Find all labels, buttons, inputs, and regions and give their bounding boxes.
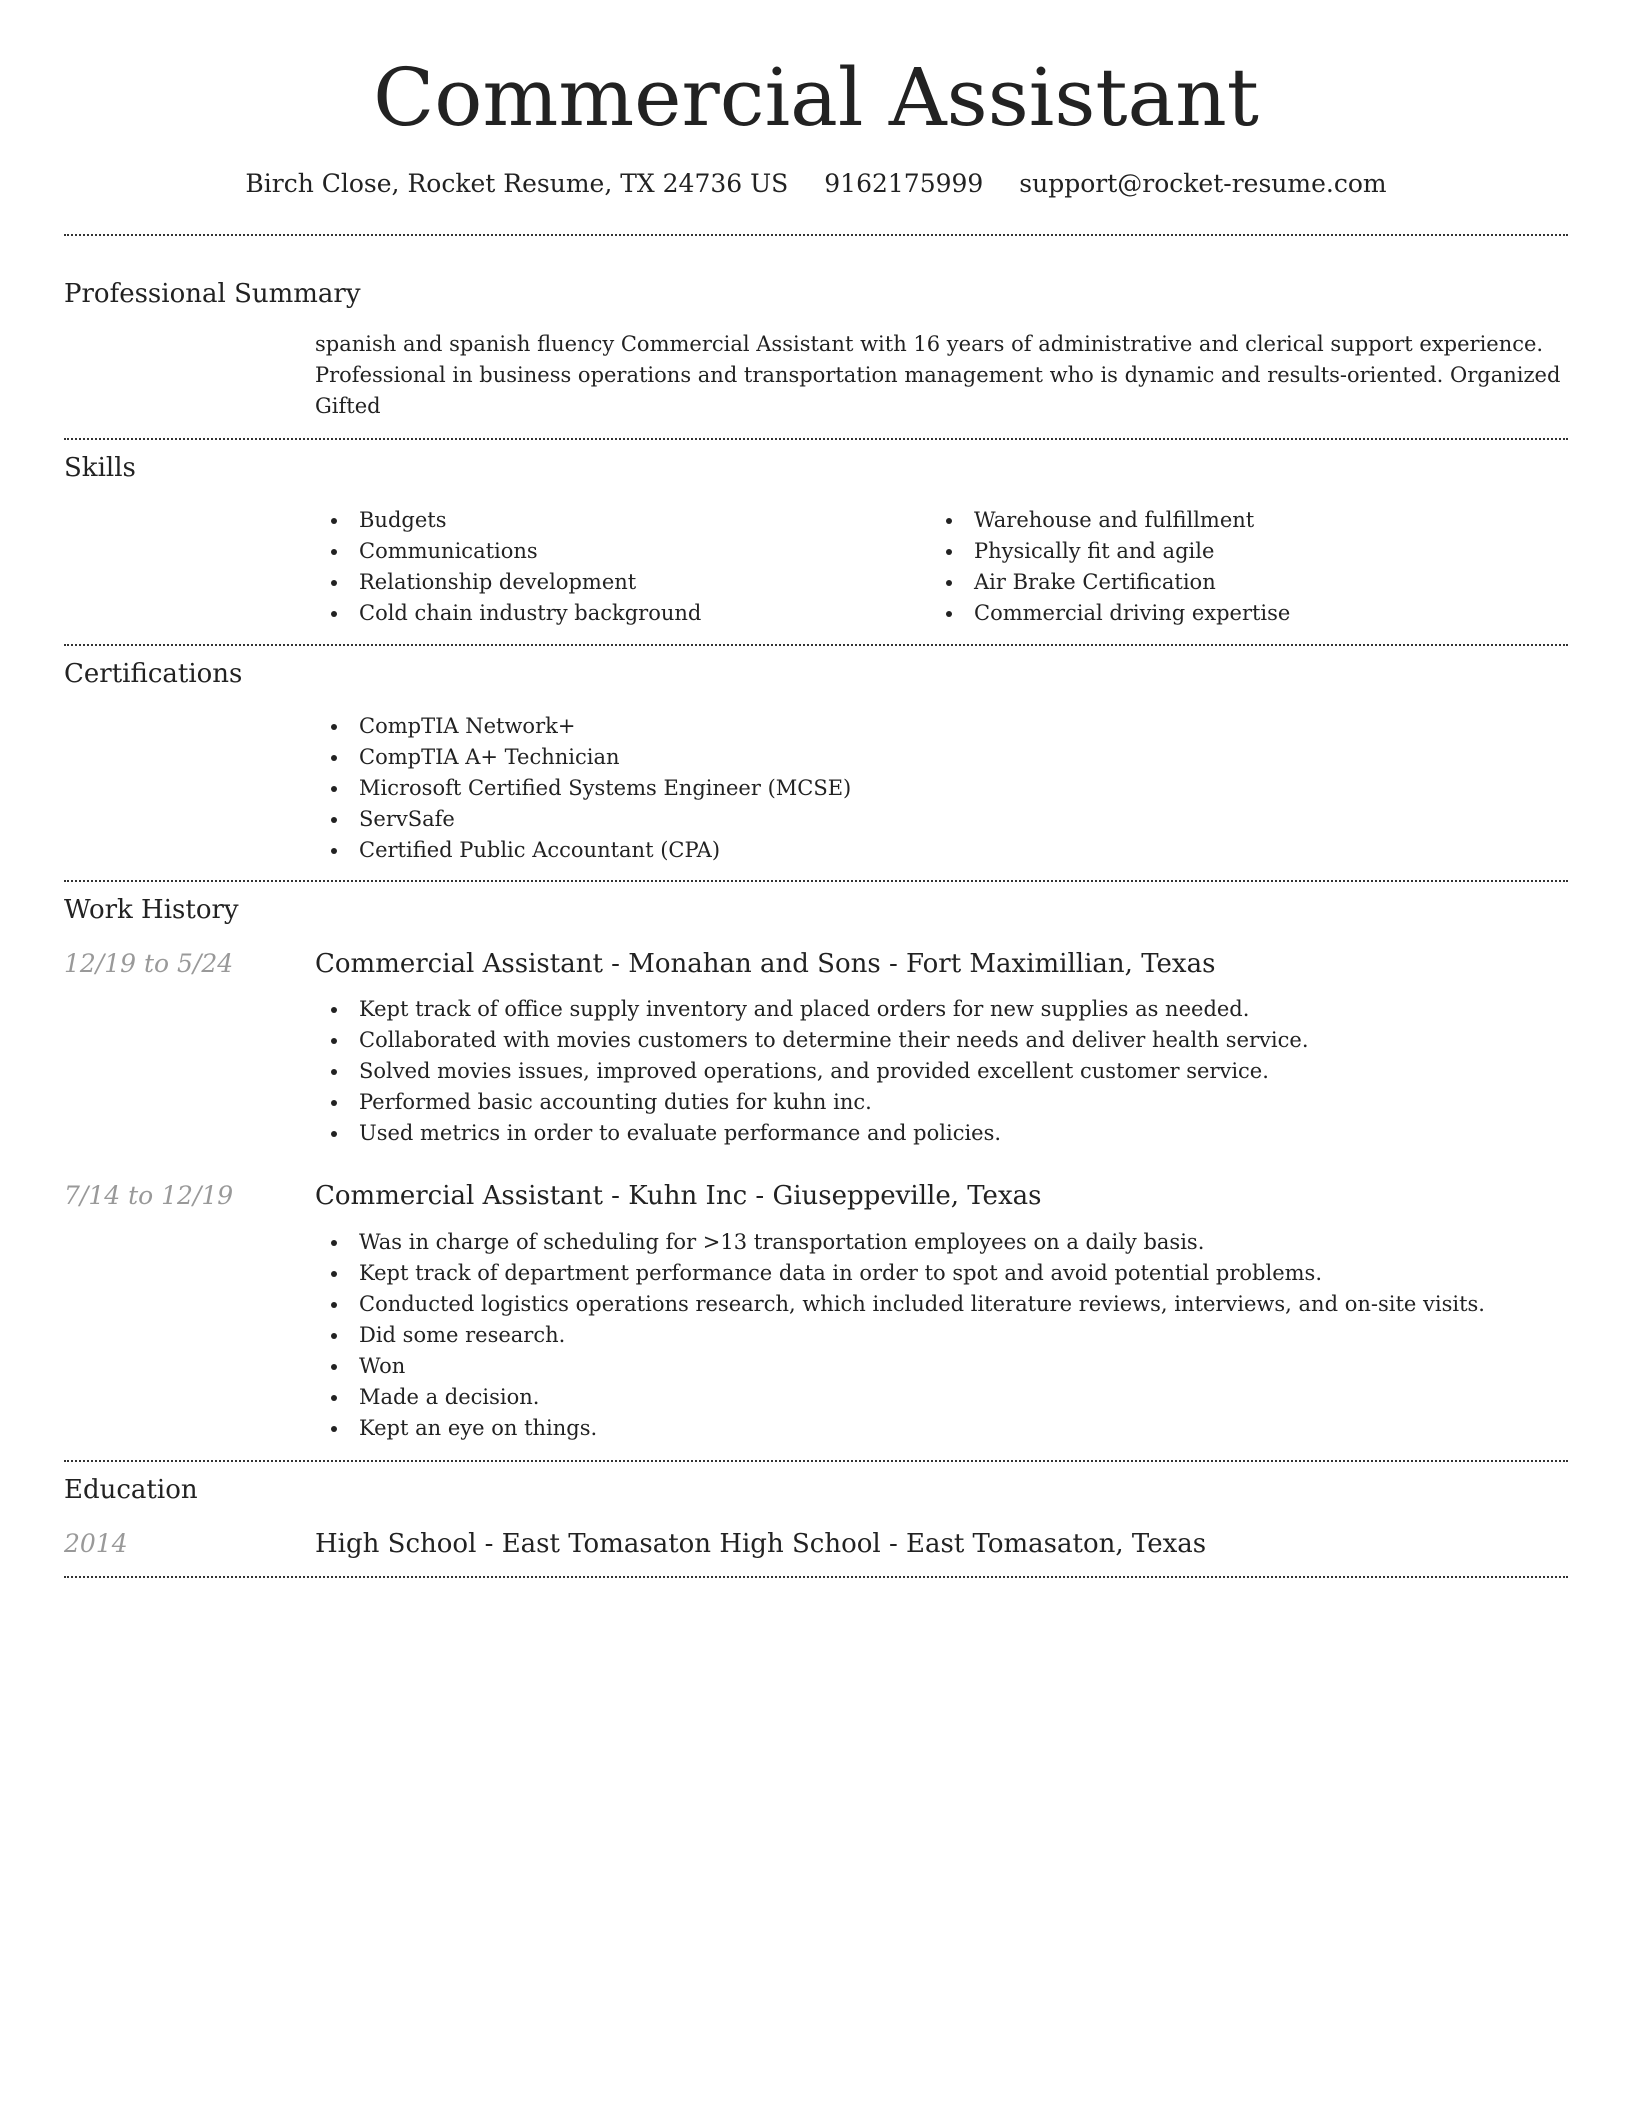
certification-item: ServSafe — [315, 804, 1568, 835]
skills-list-left — [315, 505, 930, 629]
education-section — [64, 1462, 1568, 1576]
skill-item: Warehouse and fulfillment — [930, 505, 1545, 536]
job-header — [64, 948, 1568, 982]
education-heading: High School - East Tomasaton High School - East Tomasaton, Texas — [315, 1529, 1207, 1560]
job-entry — [64, 1180, 1568, 1460]
skills-title: Skills — [64, 453, 136, 484]
contact-address: Birch Close, Rocket Resume, TX 24736 US — [245, 169, 789, 198]
job-bullet: Collaborated with movies customers to determine their needs and deliver health service. — [315, 1025, 1568, 1056]
summary-text: spanish and spanish fluency Commercial Assistant with 16 years of administrative and clerical support experience. Professional in business operations and transportation management who is dynamic and results-oriented. Organized Gifted — [315, 332, 1561, 419]
skill-item: Relationship development — [315, 567, 930, 598]
skill-item: Cold chain industry background — [315, 598, 930, 629]
certifications-section — [64, 646, 1568, 880]
summary-title: Professional Summary — [64, 278, 361, 309]
skill-item: Commercial driving expertise — [930, 598, 1545, 629]
job-heading: Commercial Assistant - Monahan and Sons - Fort Maximillian, Texas — [315, 948, 1216, 979]
skills-list-right — [930, 505, 1545, 629]
job-bullet: Made a decision. — [315, 1382, 1568, 1413]
summary-section — [64, 236, 1568, 439]
education-year: 2014 — [64, 1529, 128, 1559]
job-bullet: Solved movies issues, improved operations, and provided excellent customer service. — [315, 1056, 1568, 1087]
job-bullet: Performed basic accounting duties for kuhn inc. — [315, 1087, 1568, 1118]
certifications-body — [315, 711, 1568, 880]
skill-item: Communications — [315, 536, 930, 567]
job-bullet: Kept an eye on things. — [315, 1413, 1568, 1444]
skills-grid — [315, 505, 1568, 644]
education-title: Education — [64, 1475, 198, 1506]
job-dates: 12/19 to 5/24 — [64, 948, 234, 978]
job-details — [315, 994, 1568, 1149]
contact-line — [64, 168, 1568, 201]
certifications-title: Certifications — [64, 659, 243, 690]
skills-section — [64, 440, 1568, 644]
contact-email: support@rocket-resume.com — [1019, 169, 1387, 198]
job-header — [64, 1180, 1568, 1214]
job-bullet: Kept track of office supply inventory and placed orders for new supplies as needed. — [315, 994, 1568, 1025]
contact-phone: 9162175999 — [824, 169, 984, 198]
job-bullet: Won — [315, 1351, 1568, 1382]
resume-header — [64, 0, 1568, 201]
skill-item: Air Brake Certification — [930, 567, 1545, 598]
job-bullet: Kept track of department performance data in order to spot and avoid potential problems. — [315, 1258, 1568, 1289]
job-bullet: Used metrics in order to evaluate performance and policies. — [315, 1118, 1568, 1149]
certification-item: Microsoft Certified Systems Engineer (MCSE) — [315, 773, 1568, 804]
section-divider — [64, 1576, 1568, 1578]
job-details — [315, 1227, 1568, 1460]
work-section — [64, 882, 1568, 1460]
candidate-name: Commercial Assistant — [373, 51, 1259, 144]
certifications-list — [315, 711, 1568, 866]
skill-item: Physically fit and agile — [930, 536, 1545, 567]
job-bullets — [315, 1227, 1568, 1444]
job-heading: Commercial Assistant - Kuhn Inc - Giuseppeville, Texas — [315, 1181, 1042, 1212]
certification-item: CompTIA Network+ — [315, 711, 1568, 742]
education-entry — [64, 1528, 1568, 1576]
job-entry — [64, 948, 1568, 1150]
job-dates: 7/14 to 12/19 — [64, 1181, 234, 1211]
job-bullet: Conducted logistics operations research, which included literature reviews, interviews, and on-site visits. — [315, 1289, 1568, 1320]
skill-item: Budgets — [315, 505, 930, 536]
certification-item: CompTIA A+ Technician — [315, 742, 1568, 773]
job-bullets — [315, 994, 1568, 1149]
certification-item: Certified Public Accountant (CPA) — [315, 835, 1568, 866]
job-bullet: Was in charge of scheduling for >13 transportation employees on a daily basis. — [315, 1227, 1568, 1258]
job-bullet: Did some research. — [315, 1320, 1568, 1351]
work-title: Work History — [64, 894, 239, 925]
